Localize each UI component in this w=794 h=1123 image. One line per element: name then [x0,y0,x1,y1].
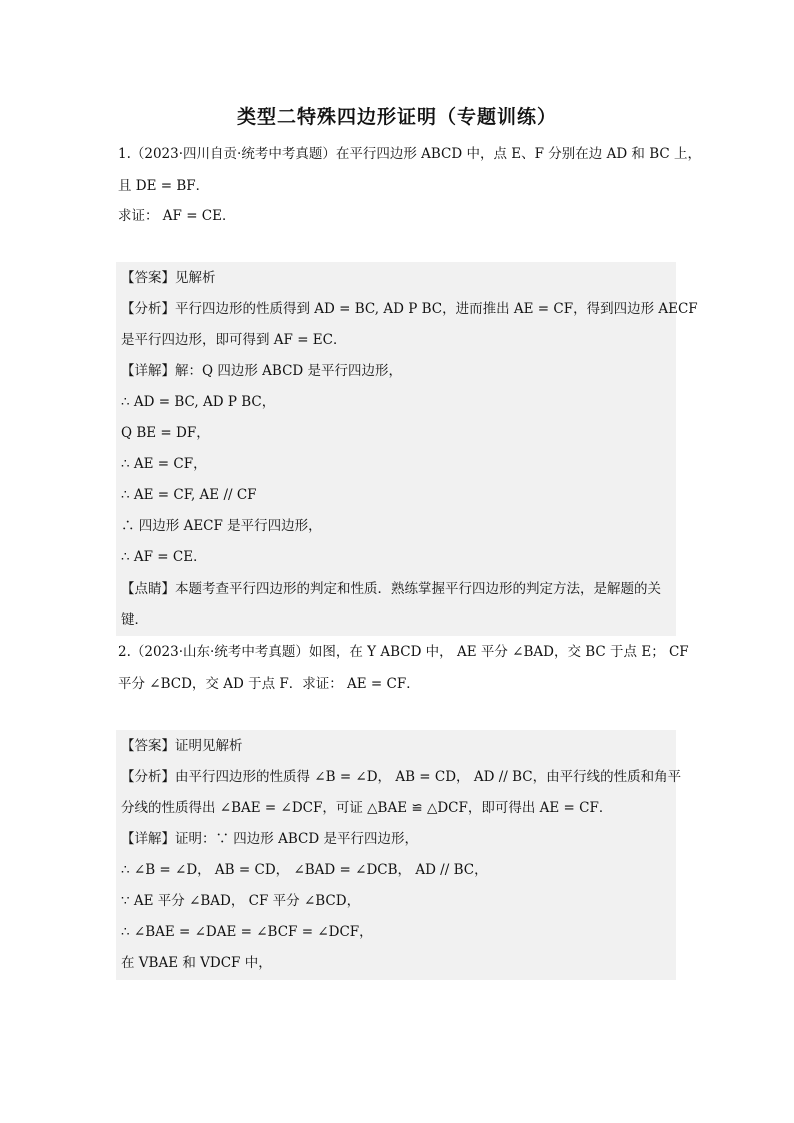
solution-2-analysis-line-2: 分线的性质得出 ∠BAE = ∠DCF，可证 △BAE ≌ △DCF，即可得出 AE = CF． [121,800,613,816]
question-2-line-1: 2.（2023·山东·统考中考真题）如图，在 Y ABCD 中， AE 平分 ∠BAD，交 BC 于点 E； CF [118,644,689,660]
question-1-line-3: 求证： AF = CE． [118,208,236,224]
solution-1-detail-line: ∴ AE = CF, AE // CF [121,487,257,503]
solution-1-analysis-line-1: 【分析】平行四边形的性质得到 AD = BC, AD P BC，进而推出 AE = CF，得到四边形 AECF [121,301,698,317]
solution-1-comment-line-1: 【点睛】本题考查平行四边形的判定和性质．熟练掌握平行四边形的判定方法，是解题的关 [121,581,661,597]
page-title: 类型二特殊四边形证明（专题训练） [236,106,557,128]
solution-1-detail-line: ∴ AF = CE． [121,549,207,565]
solution-1-detail-line: ∴ AD = BC, AD P BC， [121,394,276,410]
solution-2-detail-line: 【详解】证明：∵ 四边形 ABCD 是平行四边形， [121,831,418,847]
solution-1-comment-line-2: 键． [121,612,148,628]
solution-1-detail-line: Q BE = DF， [121,425,210,441]
solution-1-detail-line: ∴ AE = CF， [121,456,207,472]
solution-2-answer: 【答案】证明见解析 [121,738,243,754]
question-1-line-1: 1.（2023·四川自贡·统考中考真题）在平行四边形 ABCD 中，点 E、F 分别在边 AD 和 BC 上， [118,146,702,162]
solution-2-detail-line: ∵ AE 平分 ∠BAD， CF 平分 ∠BCD， [121,893,361,909]
solution-1-answer: 【答案】见解析 [121,270,216,286]
solution-2-detail-line: 在 VBAE 和 VDCF 中， [121,955,272,971]
solution-1-analysis-line-2: 是平行四边形，即可得到 AF = EC． [121,332,347,348]
solution-1-detail-line: 【详解】解：Q 四边形 ABCD 是平行四边形， [121,363,403,379]
question-2-line-2: 平分 ∠BCD，交 AD 于点 F．求证： AE = CF． [118,676,420,692]
solution-2-detail-line: ∴ ∠BAE = ∠DAE = ∠BCF = ∠DCF， [121,924,373,940]
solution-1-detail-line: ∴ 四边形 AECF 是平行四边形， [121,518,322,534]
solution-2-detail-line: ∴ ∠B = ∠D， AB = CD， ∠BAD = ∠DCB， AD // BC， [121,862,488,878]
question-1-line-2: 且 DE = BF． [118,178,210,194]
solution-2-analysis-line-1: 【分析】由平行四边形的性质得 ∠B = ∠D， AB = CD， AD // BC，由平行线的性质和角平 [121,769,682,785]
